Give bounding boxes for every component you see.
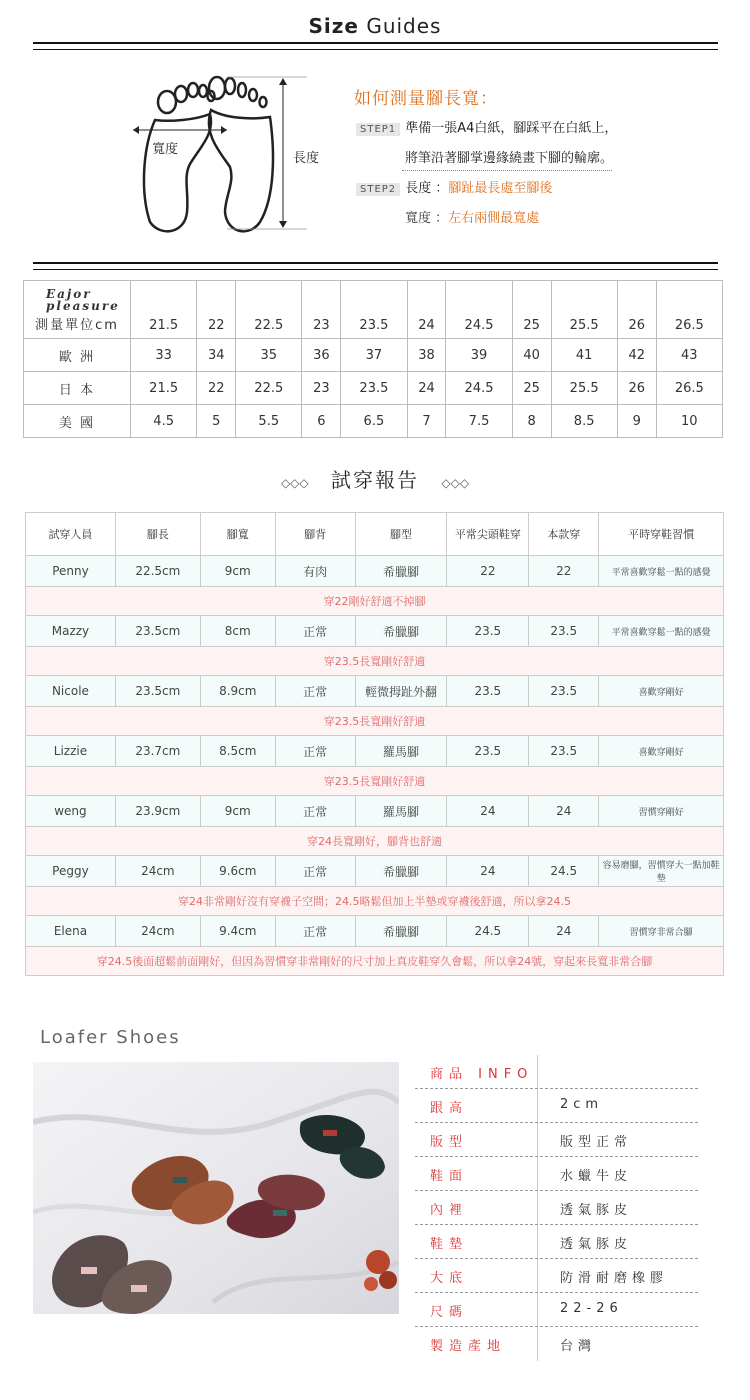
size-cell: 26 <box>617 281 656 339</box>
product-info-row <box>415 1055 698 1089</box>
size-cell: 26 <box>617 372 656 405</box>
info-divider <box>537 1191 538 1225</box>
trial-cell: 24 <box>529 796 599 827</box>
trial-header-cell: 試穿人員 <box>26 513 116 556</box>
trial-cell: 平常喜歡穿鬆一點的感覺 <box>599 556 724 587</box>
size-cell: 5.5 <box>236 405 302 438</box>
trial-cell: 9cm <box>200 796 275 827</box>
trial-cell: 希臘腳 <box>355 616 447 647</box>
trial-cell: 23.5 <box>447 736 529 767</box>
trial-cell: 平常喜歡穿鬆一點的感覺 <box>599 616 724 647</box>
info-key: 大底 <box>430 1271 469 1286</box>
size-cell: 23.5 <box>341 372 407 405</box>
trial-cell: 正常 <box>275 736 355 767</box>
trial-header-cell: 平常尖頭鞋穿 <box>447 513 529 556</box>
trial-cell: 容易磨腳，習慣穿大一點加鞋墊 <box>599 856 724 887</box>
trial-cell: 23.5 <box>447 616 529 647</box>
info-divider <box>537 1293 538 1327</box>
info-value: 22-26 <box>560 1301 623 1316</box>
trial-cell: 正常 <box>275 616 355 647</box>
trial-cell: 羅馬腳 <box>355 796 447 827</box>
info-key: 尺碼 <box>430 1305 469 1320</box>
header-divider <box>33 42 718 50</box>
trial-cell: 8.5cm <box>200 736 275 767</box>
trial-person-row <box>26 796 724 827</box>
trial-cell: 習慣穿非常合腳 <box>599 916 724 947</box>
length-label: 長度 ： <box>405 181 449 196</box>
info-divider <box>537 1327 538 1361</box>
size-cell: 22.5 <box>236 372 302 405</box>
trial-comment: 穿23.5長寬剛好舒適 <box>26 707 724 736</box>
size-cell: 33 <box>131 339 197 372</box>
trial-header-cell: 平時穿鞋習慣 <box>599 513 724 556</box>
trial-person-row <box>26 856 724 887</box>
size-cell: 23 <box>302 281 341 339</box>
size-cell: 8.5 <box>551 405 617 438</box>
width-row <box>405 207 539 226</box>
trial-comment-row <box>26 647 724 676</box>
size-cell: 41 <box>551 339 617 372</box>
trial-cell: 24 <box>529 916 599 947</box>
size-cell: 25.5 <box>551 372 617 405</box>
size-cell: 23 <box>302 372 341 405</box>
trial-cell: 23.5cm <box>115 616 200 647</box>
product-info-row <box>415 1191 698 1225</box>
trial-report-table <box>25 512 724 976</box>
trial-cell: 正常 <box>275 856 355 887</box>
info-divider <box>537 1225 538 1259</box>
info-key: 版型 <box>430 1135 469 1150</box>
size-cell: 6 <box>302 405 341 438</box>
trial-header-row <box>26 513 724 556</box>
trial-cell: 喜歡穿剛好 <box>599 676 724 707</box>
size-cell: 35 <box>236 339 302 372</box>
trial-header-cell: 本款穿 <box>529 513 599 556</box>
info-key: 商品 INFO <box>430 1067 534 1082</box>
size-cell: 25 <box>512 281 551 339</box>
size-row-label-text: 測量單位cm <box>35 318 119 333</box>
trial-person-row <box>26 736 724 767</box>
size-row-label <box>24 339 131 372</box>
trial-cell: 正常 <box>275 676 355 707</box>
trial-cell: 羅馬腳 <box>355 736 447 767</box>
trial-cell: Elena <box>26 916 116 947</box>
info-value: 透氣豚皮 <box>560 1203 633 1218</box>
trial-comment: 穿22剛好舒適不掉腳 <box>26 587 724 616</box>
length-text: 腳趾最長處至腳後 <box>448 181 553 196</box>
trial-cell: 23.5 <box>447 676 529 707</box>
size-cell: 24.5 <box>446 372 512 405</box>
info-key: 製造產地 <box>430 1339 507 1354</box>
loafer-section-title: Loafer Shoes <box>40 1027 181 1048</box>
trial-cell: 22 <box>529 556 599 587</box>
trial-header-cell: 腳寬 <box>200 513 275 556</box>
size-cell: 25.5 <box>551 281 617 339</box>
size-cell: 24 <box>407 372 446 405</box>
size-cell: 22 <box>197 372 236 405</box>
size-cell: 42 <box>617 339 656 372</box>
trial-header-cell: 腳型 <box>355 513 447 556</box>
trial-header-cell: 腳長 <box>115 513 200 556</box>
trial-cell: 希臘腳 <box>355 856 447 887</box>
diagram-width-label: 寬度 <box>152 142 179 157</box>
trial-comment: 穿23.5長寬剛好舒適 <box>26 647 724 676</box>
info-divider <box>537 1259 538 1293</box>
info-key: 內裡 <box>430 1203 469 1218</box>
page-title: Size Guides <box>308 14 442 38</box>
trial-comment: 穿24.5後面超鬆前面剛好，但因為習慣穿非常剛好的尺寸加上真皮鞋穿久會鬆，所以拿24號，穿起來長寬非常合腳 <box>26 947 724 976</box>
product-info-row <box>415 1157 698 1191</box>
size-row <box>24 405 723 438</box>
trial-cell: 正常 <box>275 916 355 947</box>
size-cell: 22.5 <box>236 281 302 339</box>
product-info-row <box>415 1225 698 1259</box>
size-row-label-text: 日 本 <box>58 382 96 398</box>
size-cell: 36 <box>302 339 341 372</box>
trial-cell: 有肉 <box>275 556 355 587</box>
size-cell: 38 <box>407 339 446 372</box>
product-info-row <box>415 1327 698 1361</box>
trial-cell: Penny <box>26 556 116 587</box>
trial-cell: 習慣穿剛好 <box>599 796 724 827</box>
trial-comment: 穿24非常剛好沒有穿襪子空間；24.5略鬆但加上半墊或穿襪後舒適，所以拿24.5 <box>26 887 724 916</box>
step2-row <box>356 177 552 196</box>
trial-cell: 喜歡穿剛好 <box>599 736 724 767</box>
trial-comment: 穿23.5長寬剛好舒適 <box>26 767 724 796</box>
trial-cell: 輕微拇趾外翻 <box>355 676 447 707</box>
trial-cell: 8cm <box>200 616 275 647</box>
size-cell: 43 <box>656 339 722 372</box>
trial-person-row <box>26 676 724 707</box>
trial-cell: 8.9cm <box>200 676 275 707</box>
trial-cell: Lizzie <box>26 736 116 767</box>
trial-cell: 24cm <box>115 856 200 887</box>
size-row-label-text: 美 國 <box>58 415 96 431</box>
size-cell: 34 <box>197 339 236 372</box>
product-info-row <box>415 1123 698 1157</box>
trial-cell: 希臘腳 <box>355 556 447 587</box>
diagram-length-label: 長度 <box>293 151 320 166</box>
size-cell: 26.5 <box>656 372 722 405</box>
trial-comment-row <box>26 887 724 916</box>
step1-row <box>356 117 617 136</box>
size-cell: 26.5 <box>656 281 722 339</box>
step1-tag: STEP1 <box>356 123 400 136</box>
info-divider <box>537 1089 538 1123</box>
info-value: 透氣豚皮 <box>560 1237 633 1252</box>
size-row <box>24 372 723 405</box>
width-label: 寬度 ： <box>405 211 449 226</box>
size-cell: 5 <box>197 405 236 438</box>
info-divider <box>537 1123 538 1157</box>
trial-cell: 9.4cm <box>200 916 275 947</box>
trial-cell: 23.5 <box>529 616 599 647</box>
info-value: 台灣 <box>560 1339 597 1354</box>
ornament-right: ◇◇◇ <box>441 476 470 490</box>
trial-cell: 正常 <box>275 796 355 827</box>
info-key: 跟高 <box>430 1101 469 1116</box>
size-cell: 40 <box>512 339 551 372</box>
trial-comment: 穿24長寬剛好，腳背也舒適 <box>26 827 724 856</box>
product-photo <box>33 1062 399 1314</box>
product-info-row <box>415 1089 698 1123</box>
size-cell: 7.5 <box>446 405 512 438</box>
trial-cell: 23.7cm <box>115 736 200 767</box>
size-cell: 37 <box>341 339 407 372</box>
trial-cell: 24 <box>447 796 529 827</box>
trial-cell: 23.5cm <box>115 676 200 707</box>
size-row <box>24 281 723 339</box>
size-row <box>24 339 723 372</box>
step2-tag: STEP2 <box>356 183 400 196</box>
size-cell: 24 <box>407 281 446 339</box>
trial-cell: 9.6cm <box>200 856 275 887</box>
size-cell: 23.5 <box>341 281 407 339</box>
info-divider <box>537 1055 538 1089</box>
step1-line1: 準備一張A4白紙，腳踩平在白紙上， <box>405 121 618 136</box>
size-cell: 4.5 <box>131 405 197 438</box>
trial-person-row <box>26 616 724 647</box>
trial-cell: Nicole <box>26 676 116 707</box>
size-cell: 22 <box>197 281 236 339</box>
product-info-row <box>415 1259 698 1293</box>
trial-cell: 希臘腳 <box>355 916 447 947</box>
trial-comment-row <box>26 707 724 736</box>
size-row-label-text: 歐 洲 <box>58 349 96 365</box>
size-cell: 25 <box>512 372 551 405</box>
size-cell: 21.5 <box>131 372 197 405</box>
trial-cell: 22.5cm <box>115 556 200 587</box>
size-cell: 9 <box>617 405 656 438</box>
info-divider <box>537 1157 538 1191</box>
trial-cell: 23.5 <box>529 736 599 767</box>
trial-cell: weng <box>26 796 116 827</box>
size-cell: 10 <box>656 405 722 438</box>
size-cell: 8 <box>512 405 551 438</box>
info-value: 版型正常 <box>560 1135 633 1150</box>
size-row-label <box>24 405 131 438</box>
trial-cell: 23.5 <box>529 676 599 707</box>
trial-title-text: 試穿報告 <box>331 468 419 492</box>
info-key: 鞋面 <box>430 1169 469 1184</box>
trial-cell: Mazzy <box>26 616 116 647</box>
trial-cell: 24.5 <box>447 916 529 947</box>
size-cell: 6.5 <box>341 405 407 438</box>
size-conversion-table <box>23 280 723 438</box>
trial-report-title <box>0 464 750 493</box>
trial-cell: 24 <box>447 856 529 887</box>
trial-cell: 9cm <box>200 556 275 587</box>
section-divider <box>33 262 718 270</box>
trial-cell: 24cm <box>115 916 200 947</box>
trial-comment-row <box>26 587 724 616</box>
size-cell: 7 <box>407 405 446 438</box>
size-row-label <box>24 281 131 339</box>
trial-comment-row <box>26 767 724 796</box>
trial-cell: 22 <box>447 556 529 587</box>
howto-divider <box>402 170 612 171</box>
size-row-label <box>24 372 131 405</box>
trial-person-row <box>26 556 724 587</box>
howto-title: 如何測量腳長寬： <box>354 89 498 109</box>
size-cell: 24.5 <box>446 281 512 339</box>
brand-logo: Eajor pleasure <box>46 287 120 313</box>
info-value: 水蠟牛皮 <box>560 1169 633 1184</box>
info-value: 2cm <box>560 1097 604 1112</box>
trial-cell: 23.9cm <box>115 796 200 827</box>
width-text: 左右兩側最寬處 <box>448 211 540 226</box>
trial-comment-row <box>26 827 724 856</box>
step1-line2: 將筆沿著腳掌邊緣繞畫下腳的輪廓。 <box>405 151 614 166</box>
size-cell: 21.5 <box>131 281 197 339</box>
trial-comment-row <box>26 947 724 976</box>
size-cell: 39 <box>446 339 512 372</box>
trial-person-row <box>26 916 724 947</box>
info-key: 鞋墊 <box>430 1237 469 1252</box>
trial-cell: 24.5 <box>529 856 599 887</box>
trial-header-cell: 腳背 <box>275 513 355 556</box>
product-info-row <box>415 1293 698 1327</box>
ornament-left: ◇◇◇ <box>280 476 309 490</box>
trial-cell: Peggy <box>26 856 116 887</box>
info-value: 防滑耐磨橡膠 <box>560 1271 669 1286</box>
